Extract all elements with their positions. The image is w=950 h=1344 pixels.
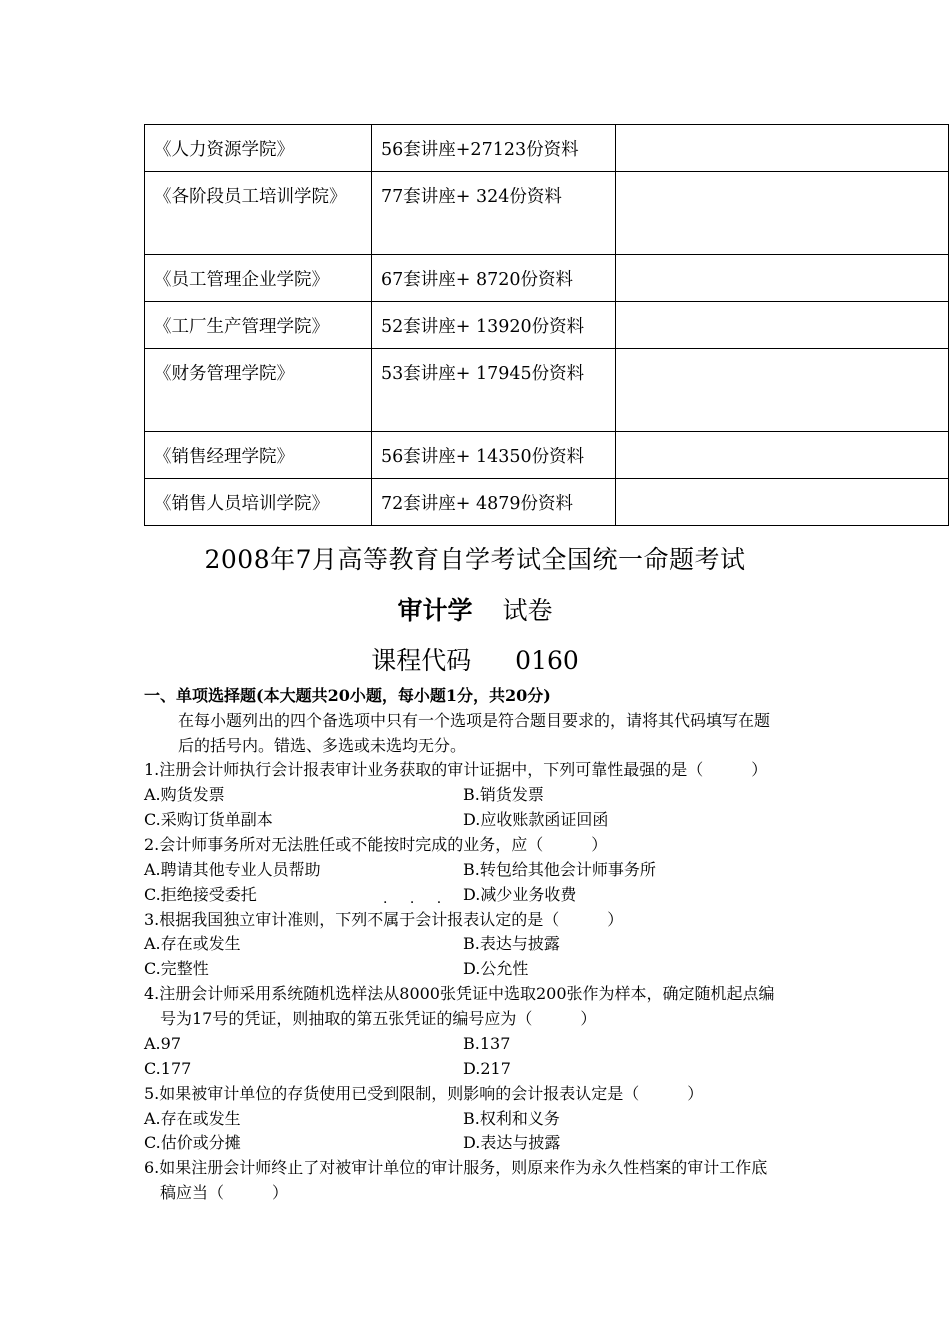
college-name: 《工厂生产管理学院》 xyxy=(145,302,372,349)
section-title: 一、单项选择题(本大题共20小题，每小题1分，共20分) xyxy=(144,686,551,705)
college-name: 《财务管理学院》 xyxy=(145,349,372,432)
question-stem: 4.注册会计师采用系统随机选样法从8000张凭证中选取200张作为样本，确定随机起点编 xyxy=(144,984,775,1003)
college-resources: 52套讲座+ 13920份资料 xyxy=(372,302,616,349)
exam-subject: 审计学 xyxy=(397,596,473,625)
table-row xyxy=(145,349,949,432)
college-resources: 53套讲座+ 17945份资料 xyxy=(372,349,616,432)
option-b: B.权利和义务 xyxy=(463,1109,560,1128)
empty-cell xyxy=(616,255,949,302)
college-name: 《销售经理学院》 xyxy=(145,432,372,479)
option-c: C.估价或分摊 xyxy=(144,1133,241,1152)
option-b: B.137 xyxy=(463,1034,511,1053)
table-row xyxy=(145,255,949,302)
empty-cell xyxy=(616,302,949,349)
college-resources: 72套讲座+ 4879份资料 xyxy=(372,479,616,526)
college-name: 《人力资源学院》 xyxy=(145,125,372,172)
option-a: A.97 xyxy=(144,1034,181,1053)
course-code-line xyxy=(0,641,950,677)
instruction-line: 后的括号内。错选、多选或未选均无分。 xyxy=(178,736,467,755)
table-row xyxy=(145,125,949,172)
catalog-table xyxy=(144,124,949,526)
question-5: 5.如果被审计单位的存货使用已受到限制，则影响的会计报表认定是（ ） xyxy=(144,1084,704,1103)
option-c: C.采购订货单副本 xyxy=(144,810,273,829)
college-resources: 67套讲座+ 8720份资料 xyxy=(372,255,616,302)
empty-cell xyxy=(616,125,949,172)
option-c: C.完整性 xyxy=(144,959,209,978)
option-d: D.减少业务收费 xyxy=(463,885,577,904)
exam-subject-line xyxy=(0,591,950,627)
question-stem-continued: 号为17号的凭证，则抽取的第五张凭证的编号应为（ ） xyxy=(160,1009,597,1028)
option-d: D.应收账款函证回函 xyxy=(463,810,609,829)
option-a: A.存在或发生 xyxy=(144,1109,241,1128)
college-name: 《销售人员培训学院》 xyxy=(145,479,372,526)
exam-paper: 试卷 xyxy=(502,596,553,625)
question-1: 1.注册会计师执行会计报表审计业务获取的审计证据中，下列可靠性最强的是（ ） xyxy=(144,760,768,779)
emphasis-dots: · · · xyxy=(383,895,451,911)
option-d: D.表达与披露 xyxy=(463,1133,561,1152)
course-code: 0160 xyxy=(515,646,579,675)
question-3: 3.根据我国独立审计准则，下列不属于会计报表认定的是（ ） xyxy=(144,910,624,929)
instruction-line: 在每小题列出的四个备选项中只有一个选项是符合题目要求的，请将其代码填写在题 xyxy=(178,711,771,730)
option-d: D.217 xyxy=(463,1059,511,1078)
option-a: A.存在或发生 xyxy=(144,934,241,953)
table-row xyxy=(145,432,949,479)
empty-cell xyxy=(616,349,949,432)
question-stem-continued: 稿应当（ ） xyxy=(160,1183,289,1202)
college-name: 《各阶段员工培训学院》 xyxy=(145,172,372,255)
option-b: B.转包给其他会计师事务所 xyxy=(463,860,656,879)
table-row xyxy=(145,172,949,255)
option-a: A.聘请其他专业人员帮助 xyxy=(144,860,321,879)
course-code-label: 课程代码 xyxy=(371,646,472,675)
empty-cell xyxy=(616,479,949,526)
option-b: B.表达与披露 xyxy=(463,934,560,953)
college-resources: 56套讲座+ 14350份资料 xyxy=(372,432,616,479)
option-b: B.销货发票 xyxy=(463,785,544,804)
instructions xyxy=(178,708,818,758)
question-4 xyxy=(144,981,814,1031)
table-row xyxy=(145,479,949,526)
option-c: C.拒绝接受委托 xyxy=(144,885,257,904)
table-row xyxy=(145,302,949,349)
empty-cell xyxy=(616,432,949,479)
option-a: A.购货发票 xyxy=(144,785,225,804)
option-c: C.177 xyxy=(144,1059,192,1078)
college-resources: 77套讲座+ 324份资料 xyxy=(372,172,616,255)
college-name: 《员工管理企业学院》 xyxy=(145,255,372,302)
college-resources: 56套讲座+27123份资料 xyxy=(372,125,616,172)
option-d: D.公允性 xyxy=(463,959,529,978)
question-2: 2.会计师事务所对无法胜任或不能按时完成的业务，应（ ） xyxy=(144,835,608,854)
question-6 xyxy=(144,1155,814,1205)
question-stem: 6.如果注册会计师终止了对被审计单位的审计服务，则原来作为永久性档案的审计工作底 xyxy=(144,1158,768,1177)
exam-title: 2008年7月高等教育自学考试全国统一命题考试 xyxy=(204,545,746,574)
empty-cell xyxy=(616,172,949,255)
